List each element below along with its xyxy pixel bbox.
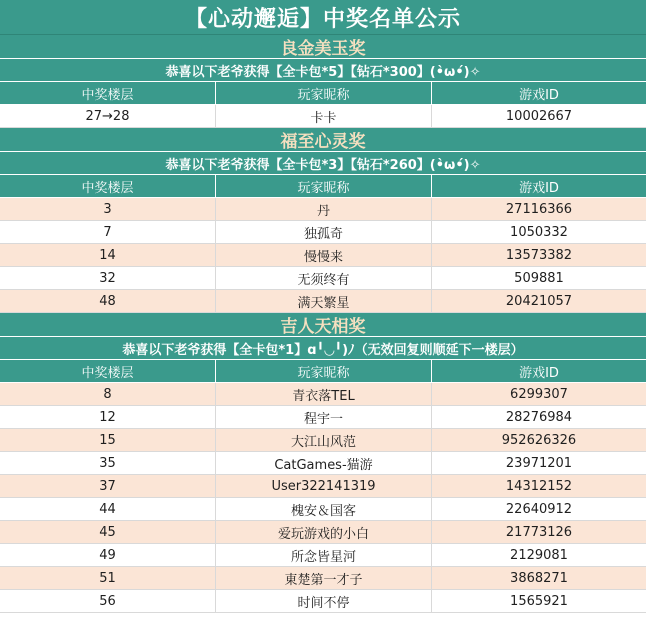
header-floor: 中奖楼层: [0, 360, 216, 382]
header-game-id: 游戏ID: [519, 365, 559, 381]
header-floor: 中奖楼层: [0, 175, 216, 197]
table-row: [0, 590, 646, 613]
nickname-cell: 无须终有: [216, 267, 432, 289]
game-id-cell: 2129081: [510, 547, 568, 563]
header-game-id: 游戏ID: [519, 180, 559, 196]
game-id-cell: 509881: [514, 270, 564, 286]
nickname-cell: User322141319: [216, 475, 432, 497]
game-id-cell: 6299307: [510, 386, 568, 402]
floor-cell: 48: [0, 290, 216, 312]
nickname-cell: 卡卡: [216, 105, 432, 127]
floor-cell: 8: [0, 383, 216, 405]
column-header-row: [0, 175, 646, 198]
nickname-cell: CatGames-猫游: [216, 452, 432, 474]
floor-cell: 15: [0, 429, 216, 451]
header-nickname: 玩家昵称: [216, 82, 432, 104]
nickname-cell: 爱玩游戏的小白: [216, 521, 432, 543]
floor-cell: 37: [0, 475, 216, 497]
game-id-cell: 13573382: [505, 247, 573, 263]
prize-section: [0, 128, 646, 313]
nickname-cell: 東楚第一才子: [216, 567, 432, 589]
table-row: [0, 429, 646, 452]
column-header-row: [0, 82, 646, 105]
table-row: [0, 521, 646, 544]
prize-sections: [0, 35, 646, 613]
title-row: [0, 0, 646, 35]
nickname-cell: 慢慢来: [216, 244, 432, 266]
table-row: [0, 544, 646, 567]
section-title-row: [0, 313, 646, 337]
floor-cell: 12: [0, 406, 216, 428]
floor-cell: 27→28: [0, 105, 216, 127]
prize-section: [0, 313, 646, 613]
prize-notice: 恭喜以下老爷获得【全卡包*1】ɑ╹◡╹)ﾉ（无效回复则顺延下一楼层）: [122, 342, 524, 358]
nickname-cell: 独孤奇: [216, 221, 432, 243]
game-id-cell: 14312152: [505, 478, 573, 494]
floor-cell: 7: [0, 221, 216, 243]
game-id-cell: 27116366: [505, 201, 573, 217]
game-id-cell: 952626326: [501, 432, 577, 448]
prize-notice: 恭喜以下老爷获得【全卡包*3】【钻石*260】(•̀ω•́)✧: [165, 157, 481, 173]
table-row: [0, 267, 646, 290]
nickname-cell: 槐安＆国客: [216, 498, 432, 520]
game-id-cell: 1565921: [510, 593, 568, 609]
header-nickname: 玩家昵称: [216, 175, 432, 197]
nickname-cell: 所念皆星河: [216, 544, 432, 566]
notice-row: [0, 337, 646, 360]
nickname-cell: 丹: [216, 198, 432, 220]
game-id-cell: 3868271: [510, 570, 568, 586]
table-row: [0, 567, 646, 590]
prize-name: 福至心灵奖: [280, 132, 366, 151]
nickname-cell: 大江山风范: [216, 429, 432, 451]
section-title-row: [0, 128, 646, 152]
table-row: [0, 105, 646, 128]
floor-cell: 3: [0, 198, 216, 220]
floor-cell: 14: [0, 244, 216, 266]
floor-cell: 44: [0, 498, 216, 520]
table-row: [0, 244, 646, 267]
nickname-cell: 满天繁星: [216, 290, 432, 312]
floor-cell: 51: [0, 567, 216, 589]
game-id-cell: 10002667: [505, 108, 573, 124]
nickname-cell: 时间不停: [216, 590, 432, 612]
table-row: [0, 221, 646, 244]
game-id-cell: 23971201: [505, 455, 573, 471]
notice-row: [0, 152, 646, 175]
game-id-cell: 20421057: [505, 293, 573, 309]
table-row: [0, 198, 646, 221]
header-game-id: 游戏ID: [519, 87, 559, 103]
game-id-cell: 1050332: [510, 224, 568, 240]
floor-cell: 35: [0, 452, 216, 474]
notice-row: [0, 59, 646, 82]
header-nickname: 玩家昵称: [216, 360, 432, 382]
column-header-row: [0, 360, 646, 383]
game-id-cell: 21773126: [505, 524, 573, 540]
table-row: [0, 290, 646, 313]
table-row: [0, 498, 646, 521]
prize-name: 良金美玉奖: [280, 39, 366, 58]
prize-section: [0, 35, 646, 128]
game-id-cell: 28276984: [505, 409, 573, 425]
nickname-cell: 青衣落TEL: [216, 383, 432, 405]
prize-notice: 恭喜以下老爷获得【全卡包*5】【钻石*300】(•̀ω•́)✧: [165, 64, 481, 80]
floor-cell: 56: [0, 590, 216, 612]
header-floor: 中奖楼层: [0, 82, 216, 104]
nickname-cell: 程宇一: [216, 406, 432, 428]
table-row: [0, 475, 646, 498]
page-title: 【心动邂逅】中奖名单公示: [184, 6, 461, 32]
table-row: [0, 406, 646, 429]
table-row: [0, 452, 646, 475]
floor-cell: 32: [0, 267, 216, 289]
prize-name: 吉人天相奖: [280, 317, 366, 336]
section-title-row: [0, 35, 646, 59]
table-row: [0, 383, 646, 406]
floor-cell: 45: [0, 521, 216, 543]
game-id-cell: 22640912: [505, 501, 573, 517]
floor-cell: 49: [0, 544, 216, 566]
